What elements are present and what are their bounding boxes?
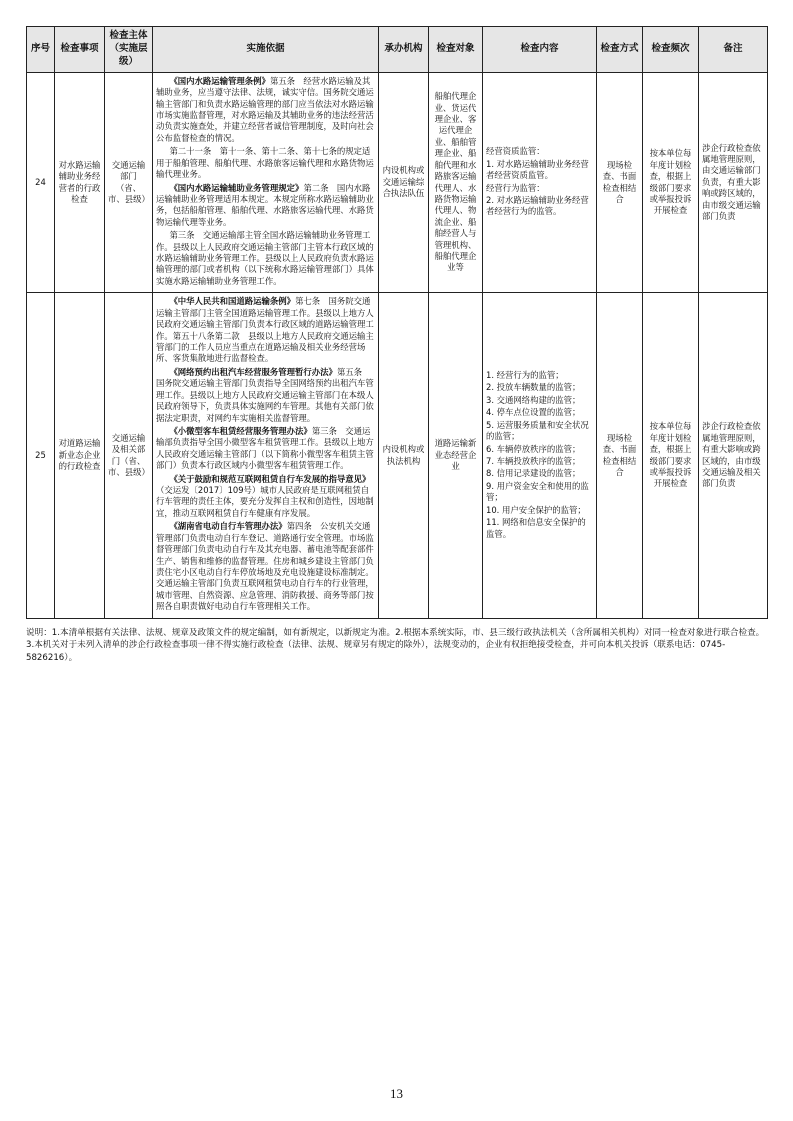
cell-method: 现场检查、书面检查相结合 bbox=[597, 72, 643, 293]
inspection-table bbox=[26, 26, 768, 619]
law-title: 《国内水路运输管理条例》 bbox=[169, 75, 270, 86]
cell-freq: 按本单位每年度计划检查，根据上级部门要求或举报投诉开展检查 bbox=[643, 293, 699, 618]
cell-basis bbox=[153, 72, 379, 293]
content-line: 3. 交通网络构建的监管； bbox=[486, 394, 581, 405]
content-line: 9. 用户资金安全和使用的监管； bbox=[486, 480, 589, 503]
content-line: 1. 对水路运输辅助业务经营者经营资质监管。 bbox=[486, 158, 589, 181]
header-remark: 备注 bbox=[699, 27, 768, 73]
content-line: 10. 用户安全保护的监管； bbox=[486, 504, 586, 515]
law-title: 《小微型客车租赁经营服务管理办法》 bbox=[169, 425, 312, 436]
law-text: 第七条 国务院交通运输主管部门主管全国道路运输管理工作。县级以上地方人民政府交通运输主管部门负责本行政区域的道路运输管理工作。第五十八条第二款 县级以上地方人民政府交通运输主管部门的工作人员应当重点在道路运输及相关业务经营场所、客货集散地进行监督检查。 bbox=[156, 296, 374, 364]
law-title: 《湖南省电动自行车管理办法》 bbox=[169, 521, 287, 532]
cell-target: 船舶代理企业、货运代理企业、客运代理企业、船舶管理企业、船舶代理和水路旅客运输代理人、水路货物运输代理人、物流企业、船舶经营人与管理机构、船舶代理企业等 bbox=[429, 72, 483, 293]
cell-subject: 交通运输部门（省、市、县级） bbox=[105, 72, 153, 293]
footnote: 说明：1.本清单根据有关法律、法规、规章及政策文件的规定编制，如有新规定，以新规定为准。2.根据本系统实际，市、县三级行政执法机关（含所属相关机构）对同一检查对象进行联合检查。3.本机关对于未列入清单的涉企行政检查事项一律不得实施行政检查（法律、法规、规章另有规定的除外），法规变动的，企业有权拒绝接受检查，并可向本机关投诉（联系电话：0745-5826216）。 bbox=[26, 627, 765, 663]
cell-seq: 24 bbox=[27, 72, 55, 293]
law-text: 第四条 公安机关交通管理部门负责电动自行车登记、道路通行安全管理。市场监督管理部门负责电动自行车及其充电器、蓄电池等配套部件生产、销售和维修的监督管理。住房和城乡建设主管部门负责住宅小区电动自行车停放场地及充电设施建设标准制定。交通运输主管部门负责互联网租赁电动自行车的行业管理，城市管理、自然资源、应急管理、消防救援、商务等部门按照各自职责做好电动自行车管理相关工作。 bbox=[156, 521, 374, 612]
content-line: 1. 经营行为的监管； bbox=[486, 370, 564, 381]
content-line: 6. 车辆停放秩序的监管； bbox=[486, 443, 581, 454]
cell-freq: 按本单位每年度计划检查，根据上级部门要求或举报投诉开展检查 bbox=[643, 72, 699, 293]
cell-remark: 涉企行政检查依属地管理原则，由交通运输部门负责，有重大影响或跨区域的，由市级交通运输部门负责 bbox=[699, 72, 768, 293]
content-line: 8. 信用记录建设的监管； bbox=[486, 468, 581, 479]
cell-content bbox=[483, 293, 597, 618]
header-org: 承办机构 bbox=[379, 27, 429, 73]
law-text: 第五条 国务院交通运输主管部门负责指导全国网络预约出租汽车管理工作。县级以上地方人民政府交通运输主管部门在本级人民政府领导下，负责具体实施网约车管理。其他有关部门依据法定职责，对网约车实施相关监督管理。 bbox=[156, 366, 374, 423]
cell-content bbox=[483, 72, 597, 293]
basis-paragraph bbox=[156, 146, 375, 180]
document-page bbox=[26, 26, 767, 664]
basis-paragraph bbox=[156, 521, 375, 612]
content-line: 2. 对水路运输辅助业务经营者经营行为的监管。 bbox=[486, 194, 589, 217]
cell-subject: 交通运输及相关部门（省、市、县级） bbox=[105, 293, 153, 618]
content-line: 2. 投放车辆数量的监管； bbox=[486, 382, 581, 393]
header-content: 检查内容 bbox=[483, 27, 597, 73]
header-basis: 实施依据 bbox=[153, 27, 379, 73]
basis-paragraph bbox=[156, 367, 375, 424]
header-subject: 检查主体（实施层级） bbox=[105, 27, 153, 73]
basis-paragraph bbox=[156, 296, 375, 365]
content-line: 5. 运营服务质量和安全状况的监管； bbox=[486, 419, 589, 442]
content-line: 经营行为监管： bbox=[486, 182, 545, 193]
page-number: 13 bbox=[390, 1086, 403, 1101]
law-title: 《中华人民共和国道路运输条例》 bbox=[169, 296, 296, 307]
header-seq: 序号 bbox=[27, 27, 55, 73]
law-title: 《关于鼓励和规范互联网租赁自行车发展的指导意见》 bbox=[169, 473, 371, 484]
header-item: 检查事项 bbox=[55, 27, 105, 73]
cell-method: 现场检查、书面检查相结合 bbox=[597, 293, 643, 618]
law-text: 第三条 交通运输部主管全国水路运输辅助业务管理工作。县级以上人民政府交通运输主管部门主管本行政区域的水路运输辅助业务管理工作。县级以上人民政府负责水路运输管理的部门或者机构（以下统称水路运输管理部门）具体实施水路运输辅助业务管理工作。 bbox=[156, 230, 374, 286]
content-line: 7. 车辆投放秩序的监管； bbox=[486, 456, 581, 466]
law-text: 第二十一条 第十一条、第十二条、第十七条的规定适用于船舶管理、船舶代理、水路旅客运输代理和水路货物运输代理业务。 bbox=[156, 146, 374, 180]
law-title: 《网络预约出租汽车经营服务管理暂行办法》 bbox=[169, 366, 337, 377]
basis-paragraph bbox=[156, 230, 375, 287]
table-row bbox=[27, 72, 768, 293]
table-header-row bbox=[27, 27, 768, 73]
cell-org: 内设机构或交通运输综合执法队伍 bbox=[379, 72, 429, 293]
law-text: 第三条 交通运输部负责指导全国小微型客车租赁管理工作。县级以上地方人民政府交通运输主管部门（以下简称小微型客车租赁主管部门）负责本行政区域内小微型客车租赁管理工作。 bbox=[156, 425, 374, 471]
header-freq: 检查频次 bbox=[643, 27, 699, 73]
cell-item: 对水路运输辅助业务经营者的行政检查 bbox=[55, 72, 105, 293]
cell-org: 内设机构或执法机构 bbox=[379, 293, 429, 618]
basis-paragraph bbox=[156, 183, 375, 229]
content-line: 经营资质监管： bbox=[486, 146, 545, 157]
cell-seq: 25 bbox=[27, 293, 55, 618]
law-text: 第二条 国内水路运输辅助业务管理适用本规定。本规定所称水路运输辅助业务，包括船舶管理、船舶代理、水路旅客运输代理、水路货物运输代理等业务。 bbox=[156, 182, 374, 227]
table-row bbox=[27, 293, 768, 618]
basis-paragraph bbox=[156, 76, 375, 145]
content-line: 4. 停车点位设置的监管； bbox=[486, 407, 581, 418]
law-text: 第五条 经营水路运输及其辅助业务，应当遵守法律、法规，诚实守信。国务院交通运输主管部门和负责水路运输管理的部门应当依法对水路运输市场实施监督管理，对水路运输及其辅助业务的违法经营活动负责实施查处，并建立经营者诚信管理制度，及时向社会公布监督检查的情况。 bbox=[156, 75, 374, 143]
content-line: 11. 网络和信息安全保护的监管。 bbox=[486, 517, 586, 539]
cell-remark: 涉企行政检查依属地管理原则，有重大影响或跨区域的，由市级交通运输及相关部门负责 bbox=[699, 293, 768, 618]
basis-paragraph bbox=[156, 474, 375, 520]
law-title: 《国内水路运输辅助业务管理规定》 bbox=[169, 182, 304, 193]
cell-item: 对道路运输新业态企业的行政检查 bbox=[55, 293, 105, 618]
basis-paragraph bbox=[156, 426, 375, 472]
header-method: 检查方式 bbox=[597, 27, 643, 73]
header-target: 检查对象 bbox=[429, 27, 483, 73]
law-text: （交运发〔2017〕109号）城市人民政府是互联网租赁自行车管理的责任主体，要充分发挥自主权和创造性，因地制宜，推动互联网租赁自行车健康有序发展。 bbox=[156, 485, 374, 518]
cell-target: 道路运输新业态经营企业 bbox=[429, 293, 483, 618]
cell-basis bbox=[153, 293, 379, 618]
